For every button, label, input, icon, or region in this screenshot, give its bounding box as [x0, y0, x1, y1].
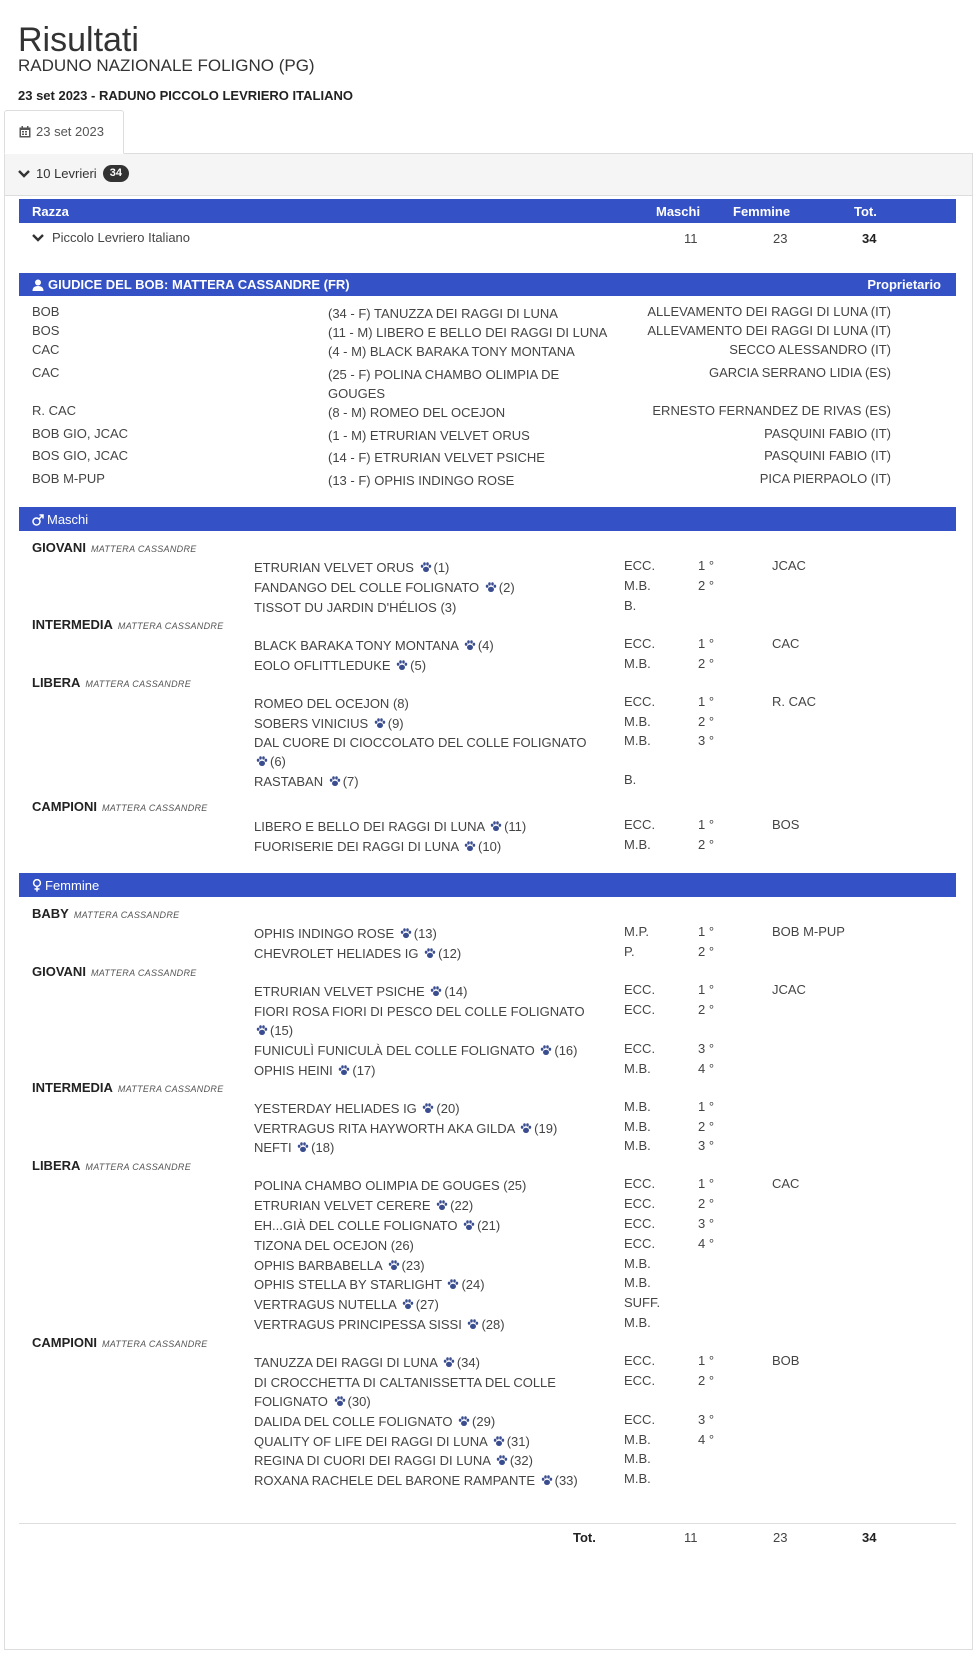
dog-entry[interactable] — [254, 1432, 599, 1451]
dog-name[interactable]: ETRURIAN VELVET CERERE — [254, 1198, 435, 1213]
dog-name[interactable]: YESTERDAY HELIADES IG — [254, 1101, 421, 1116]
dog-name[interactable]: POLINA CHAMBO OLIMPIA DE GOUGES — [254, 1178, 504, 1193]
dog-entry[interactable] — [254, 1002, 599, 1040]
dog-entry[interactable] — [254, 1353, 599, 1372]
col-razza: Razza — [32, 204, 69, 219]
placement: 2 ° — [698, 1119, 715, 1134]
catalog-number: (12) — [438, 946, 462, 961]
dog-entry[interactable] — [254, 1196, 599, 1215]
qualification: M.B. — [624, 837, 651, 852]
paw-icon[interactable] — [467, 1316, 479, 1328]
group-label: 10 Levrieri — [36, 166, 97, 181]
catalog-number: (30) — [347, 1394, 371, 1409]
dog-entry[interactable] — [254, 817, 599, 836]
males-title: Maschi — [47, 512, 89, 527]
qualification: B. — [624, 598, 637, 613]
dog-name[interactable]: DI CROCCHETTA DI CALTANISSETTA DEL COLLE FOLIGNATO — [254, 1375, 556, 1409]
bob-dog: (4 - M) BLACK BARAKA TONY MONTANA — [328, 344, 575, 359]
bob-dog: (34 - F) TANUZZA DEI RAGGI DI LUNA — [328, 306, 558, 321]
paw-icon[interactable] — [541, 1472, 553, 1484]
award: JCAC — [772, 982, 806, 997]
totals-femmine: 23 — [773, 1530, 788, 1545]
tab-date[interactable] — [4, 110, 124, 154]
dog-entry[interactable] — [254, 636, 599, 655]
catalog-number: (10) — [478, 839, 502, 854]
dog-name[interactable]: FANDANGO DEL COLLE FOLIGNATO — [254, 580, 483, 595]
class-heading — [32, 1335, 208, 1350]
paw-icon[interactable] — [464, 838, 476, 850]
dog-entry[interactable] — [254, 598, 599, 617]
user-icon — [32, 279, 44, 291]
dog-entry[interactable] — [254, 578, 599, 597]
paw-icon[interactable] — [329, 773, 341, 785]
col-tot: Tot. — [854, 204, 877, 219]
dog-name[interactable]: VERTRAGUS NUTELLA — [254, 1297, 400, 1312]
class-name: CAMPIONI — [32, 1335, 97, 1350]
group-toggle[interactable] — [18, 165, 129, 182]
class-heading — [32, 617, 224, 632]
dog-entry[interactable] — [254, 1471, 599, 1490]
catalog-number: (29) — [472, 1414, 496, 1429]
breed-name: Piccolo Levriero Italiano — [52, 230, 191, 245]
catalog-number: (20) — [436, 1101, 460, 1116]
catalog-number: (3) — [440, 600, 457, 615]
tab-date-label: 23 set 2023 — [36, 124, 104, 139]
class-name: BABY — [32, 906, 69, 921]
qualification: M.B. — [624, 1119, 651, 1134]
bob-owner: ALLEVAMENTO DEI RAGGI DI LUNA (IT) — [647, 323, 891, 338]
award: BOS — [772, 817, 800, 832]
dog-entry[interactable] — [254, 694, 599, 713]
dog-name[interactable]: ETRURIAN VELVET ORUS — [254, 560, 418, 575]
catalog-number: (7) — [342, 774, 359, 789]
qualification: ECC. — [624, 817, 656, 832]
dog-name[interactable]: EH...GIÀ DEL COLLE FOLIGNATO — [254, 1218, 462, 1233]
catalog-number: (18) — [311, 1140, 335, 1155]
paw-icon[interactable] — [443, 1354, 455, 1366]
dog-entry[interactable] — [254, 837, 599, 856]
class-judge: MATTERA CASSANDRE — [117, 621, 224, 631]
paw-icon[interactable] — [447, 1276, 459, 1288]
dog-name[interactable]: EOLO OFLITTLEDUKE — [254, 658, 395, 673]
dog-entry[interactable] — [254, 1275, 599, 1294]
qualification: M.B. — [624, 1256, 651, 1271]
placement: 1 ° — [698, 1099, 715, 1114]
dog-entry[interactable] — [254, 1216, 599, 1235]
class-heading — [32, 799, 208, 814]
breed-tot: 34 — [862, 231, 877, 246]
placement: 1 ° — [698, 817, 715, 832]
bob-owner: PICA PIERPAOLO (IT) — [759, 471, 891, 486]
placement: 4 ° — [698, 1236, 715, 1251]
placement: 2 ° — [698, 837, 715, 852]
dog-entry[interactable] — [254, 1451, 599, 1470]
qualification: M.B. — [624, 1275, 651, 1290]
bob-award: BOS — [32, 323, 60, 338]
dog-entry[interactable] — [254, 1061, 599, 1080]
qualification: SUFF. — [624, 1295, 661, 1310]
dog-name[interactable]: NEFTI — [254, 1140, 296, 1155]
placement: 2 ° — [698, 656, 715, 671]
group-count-badge: 34 — [103, 165, 129, 182]
qualification: B. — [624, 772, 637, 787]
paw-icon[interactable] — [485, 579, 497, 591]
paw-icon[interactable] — [374, 715, 386, 727]
col-femmine: Femmine — [733, 204, 791, 219]
dog-name[interactable]: VERTRAGUS PRINCIPESSA SISSI — [254, 1317, 466, 1332]
placement: 2 ° — [698, 714, 715, 729]
males-header — [19, 507, 956, 531]
class-judge: MATTERA CASSANDRE — [102, 1339, 208, 1349]
placement: 1 ° — [698, 1353, 715, 1368]
catalog-number: (34) — [456, 1355, 480, 1370]
dog-entry[interactable] — [254, 558, 599, 577]
qualification: ECC. — [624, 1373, 656, 1388]
dog-entry[interactable] — [254, 1176, 599, 1195]
qualification: ECC. — [624, 1196, 656, 1211]
award: BOB — [772, 1353, 800, 1368]
paw-icon[interactable] — [540, 1042, 552, 1054]
dog-name[interactable]: ETRURIAN VELVET PSICHE — [254, 984, 429, 999]
dog-entry[interactable] — [254, 656, 599, 675]
paw-icon[interactable] — [334, 1393, 346, 1405]
dog-entry[interactable] — [254, 1256, 599, 1275]
qualification: M.B. — [624, 1138, 651, 1153]
group-header[interactable] — [5, 154, 972, 196]
calendar-icon — [19, 126, 31, 138]
class-name: LIBERA — [32, 675, 81, 690]
placement: 2 ° — [698, 944, 715, 959]
qualification: ECC. — [624, 1216, 656, 1231]
bob-dog: (11 - M) LIBERO E BELLO DEI RAGGI DI LUNA — [328, 325, 608, 340]
paw-icon[interactable] — [338, 1062, 350, 1074]
catalog-number: (33) — [554, 1473, 578, 1488]
paw-icon[interactable] — [256, 1022, 268, 1034]
class-name: CAMPIONI — [32, 799, 97, 814]
paw-icon[interactable] — [256, 753, 268, 765]
bob-owner: GARCIA SERRANO LIDIA (ES) — [708, 365, 891, 380]
bob-award: BOB M-PUP — [32, 471, 105, 486]
dog-name[interactable]: TIZONA DEL OCEJON — [254, 1238, 391, 1253]
paw-icon[interactable] — [493, 1433, 505, 1445]
catalog-number: (16) — [554, 1043, 578, 1058]
catalog-number: (2) — [498, 580, 515, 595]
dog-entry[interactable] — [254, 1236, 599, 1255]
bob-award: BOS GIO, JCAC — [32, 448, 129, 463]
bob-dog: (1 - M) ETRURIAN VELVET ORUS — [328, 428, 530, 443]
dog-entry[interactable] — [254, 1099, 599, 1118]
class-judge: MATTERA CASSANDRE — [102, 803, 208, 813]
class-heading — [32, 675, 191, 690]
class-heading — [32, 1158, 191, 1173]
catalog-number: (15) — [270, 1023, 294, 1038]
bob-owner: PASQUINI FABIO (IT) — [764, 426, 891, 441]
dog-name[interactable]: REGINA DI CUORI DEI RAGGI DI LUNA — [254, 1453, 494, 1468]
placement: 1 ° — [698, 636, 715, 651]
dog-name[interactable]: VERTRAGUS RITA HAYWORTH AKA GILDA — [254, 1121, 519, 1136]
catalog-number: (19) — [534, 1121, 558, 1136]
bob-judge-label: GIUDICE DEL BOB: MATTERA CASSANDRE (FR) — [48, 277, 350, 292]
catalog-number: (8) — [392, 696, 409, 711]
qualification: M.B. — [624, 1451, 651, 1466]
bob-owner: SECCO ALESSANDRO (IT) — [729, 342, 891, 357]
bob-award: R. CAC — [32, 403, 77, 418]
females-title: Femmine — [45, 878, 100, 893]
females-header-label — [32, 878, 99, 893]
qualification: ECC. — [624, 982, 656, 997]
dog-name[interactable]: TISSOT DU JARDIN D'HÉLIOS — [254, 600, 441, 615]
totals-divider — [19, 1523, 956, 1524]
placement: 3 ° — [698, 733, 715, 748]
dog-name[interactable]: QUALITY OF LIFE DEI RAGGI DI LUNA — [254, 1434, 491, 1449]
owner-header: Proprietario — [867, 277, 941, 292]
qualification: ECC. — [624, 1002, 656, 1017]
class-heading — [32, 540, 197, 555]
females-header — [19, 873, 956, 897]
dog-name[interactable]: SOBERS VINICIUS — [254, 716, 372, 731]
totals-label: Tot. — [573, 1530, 596, 1545]
dog-entry[interactable] — [254, 944, 599, 963]
breeds-table-header — [19, 199, 956, 223]
catalog-number: (27) — [415, 1297, 439, 1312]
event-date: 23 set 2023 — [18, 88, 88, 103]
chevron-down-icon — [18, 169, 30, 179]
bob-award: CAC — [32, 365, 60, 380]
paw-icon[interactable] — [436, 1197, 448, 1209]
qualification: M.B. — [624, 1315, 651, 1330]
bob-dog: (8 - M) ROMEO DEL OCEJON — [328, 405, 506, 420]
catalog-number: (25) — [503, 1178, 527, 1193]
placement: 1 ° — [698, 1176, 715, 1191]
dog-entry[interactable] — [254, 714, 599, 733]
qualification: ECC. — [624, 558, 656, 573]
catalog-number: (28) — [481, 1317, 505, 1332]
catalog-number: (9) — [387, 716, 404, 731]
breed-maschi: 11 — [684, 231, 698, 246]
qualification: M.B. — [624, 1061, 651, 1076]
class-name: LIBERA — [32, 1158, 81, 1173]
male-icon — [32, 514, 44, 526]
placement: 2 ° — [698, 1373, 715, 1388]
qualification: M.B. — [624, 656, 651, 671]
paw-icon[interactable] — [496, 1452, 508, 1464]
paw-icon[interactable] — [430, 983, 442, 995]
dog-name[interactable]: CHEVROLET HELIADES IG — [254, 946, 423, 961]
placement: 2 ° — [698, 1002, 715, 1017]
dog-name[interactable]: ROXANA RACHELE DEL BARONE RAMPANTE — [254, 1473, 539, 1488]
paw-icon[interactable] — [458, 1413, 470, 1425]
female-icon — [32, 879, 42, 892]
bob-judge — [32, 277, 350, 292]
paw-icon[interactable] — [388, 1257, 400, 1269]
qualification: ECC. — [624, 1176, 656, 1191]
catalog-number: (6) — [270, 754, 286, 769]
dog-entry[interactable] — [254, 1041, 599, 1060]
dog-name[interactable]: OPHIS INDINGO ROSE — [254, 926, 398, 941]
qualification: M.B. — [624, 1432, 651, 1447]
qualification: ECC. — [624, 1353, 656, 1368]
placement: 1 ° — [698, 982, 715, 997]
qualification: M.P. — [624, 924, 650, 939]
dog-entry[interactable] — [254, 1295, 599, 1314]
qualification: M.B. — [624, 714, 651, 729]
males-header-label — [32, 512, 88, 527]
placement: 4 ° — [698, 1432, 715, 1447]
dog-name[interactable]: BLACK BARAKA TONY MONTANA — [254, 638, 462, 653]
dog-entry[interactable] — [254, 1119, 599, 1138]
dog-name[interactable]: TANUZZA DEI RAGGI DI LUNA — [254, 1355, 441, 1370]
dog-name[interactable]: OPHIS STELLA BY STARLIGHT — [254, 1277, 446, 1292]
bob-award: CAC — [32, 342, 60, 357]
page-title: Risultati — [18, 20, 139, 59]
catalog-number: (23) — [401, 1258, 425, 1273]
paw-icon[interactable] — [396, 657, 408, 669]
totals-tot: 34 — [862, 1530, 877, 1545]
dog-name[interactable]: ROMEO DEL OCEJON — [254, 696, 393, 711]
qualification: M.B. — [624, 1471, 651, 1486]
dog-name[interactable]: DAL CUORE DI CIOCCOLATO DEL COLLE FOLIGNATO — [254, 735, 587, 750]
placement: 3 ° — [698, 1138, 715, 1153]
award: CAC — [772, 1176, 800, 1191]
placement: 1 ° — [698, 558, 715, 573]
placement: 3 ° — [698, 1216, 715, 1231]
paw-icon[interactable] — [490, 818, 502, 830]
bob-header — [19, 273, 956, 296]
paw-icon[interactable] — [520, 1120, 532, 1132]
class-judge: MATTERA CASSANDRE — [85, 679, 192, 689]
catalog-number: (22) — [450, 1198, 474, 1213]
bob-award: BOB GIO, JCAC — [32, 426, 129, 441]
breed-row-toggle[interactable] — [32, 230, 190, 245]
dog-entry[interactable] — [254, 1138, 599, 1157]
paw-icon[interactable] — [463, 1217, 475, 1229]
bob-owner: ALLEVAMENTO DEI RAGGI DI LUNA (IT) — [647, 304, 891, 319]
dog-name[interactable]: FUORISERIE DEI RAGGI DI LUNA — [254, 839, 463, 854]
catalog-number: (5) — [410, 658, 427, 673]
paw-icon[interactable] — [422, 1100, 434, 1112]
qualification: M.B. — [624, 733, 651, 748]
qualification: ECC. — [624, 1041, 656, 1056]
class-name: INTERMEDIA — [32, 617, 113, 632]
catalog-number: (1) — [433, 560, 450, 575]
paw-icon[interactable] — [400, 925, 412, 937]
bob-owner: ERNESTO FERNANDEZ DE RIVAS (ES) — [652, 403, 891, 418]
totals-maschi: 11 — [684, 1530, 698, 1545]
dog-entry[interactable] — [254, 1412, 599, 1431]
dog-name[interactable]: OPHIS HEINI — [254, 1063, 337, 1078]
paw-icon[interactable] — [420, 559, 432, 571]
paw-icon[interactable] — [424, 945, 436, 957]
class-judge: MATTERA CASSANDRE — [90, 968, 197, 978]
dog-name[interactable]: RASTABAN — [254, 774, 327, 789]
dog-name[interactable]: OPHIS BARBABELLA — [254, 1258, 386, 1273]
qualification: ECC. — [624, 1412, 656, 1427]
catalog-number: (13) — [413, 926, 437, 941]
qualification: ECC. — [624, 694, 656, 709]
paw-icon[interactable] — [297, 1139, 309, 1151]
qualification: M.B. — [624, 1099, 651, 1114]
chevron-down-icon — [32, 233, 44, 243]
class-judge: MATTERA CASSANDRE — [117, 1084, 224, 1094]
class-name: INTERMEDIA — [32, 1080, 113, 1095]
dog-name[interactable]: DALIDA DEL COLLE FOLIGNATO — [254, 1414, 457, 1429]
breed-femmine: 23 — [773, 231, 788, 246]
class-judge: MATTERA CASSANDRE — [90, 544, 197, 554]
catalog-number: (32) — [509, 1453, 533, 1468]
class-name: GIOVANI — [32, 540, 86, 555]
catalog-number: (26) — [390, 1238, 414, 1253]
bob-dog: (25 - F) POLINA CHAMBO OLIMPIA DE GOUGES — [328, 367, 560, 401]
placement: 1 ° — [698, 924, 715, 939]
bob-dog: (14 - F) ETRURIAN VELVET PSICHE — [328, 450, 545, 465]
class-heading — [32, 964, 197, 979]
catalog-number: (21) — [477, 1218, 501, 1233]
catalog-number: (17) — [352, 1063, 376, 1078]
dog-name[interactable]: LIBERO E BELLO DEI RAGGI DI LUNA — [254, 819, 489, 834]
class-judge: MATTERA CASSANDRE — [73, 910, 180, 920]
dog-entry[interactable] — [254, 1373, 599, 1411]
event-subtitle: 23 set 2023 - RADUNO PICCOLO LEVRIERO ITALIANO — [18, 88, 353, 103]
placement: 2 ° — [698, 1196, 715, 1211]
award: R. CAC — [772, 694, 817, 709]
award: CAC — [772, 636, 800, 651]
paw-icon[interactable] — [402, 1296, 414, 1308]
placement: 3 ° — [698, 1041, 715, 1056]
event-name: RADUNO NAZIONALE FOLIGNO (PG) — [18, 56, 315, 75]
bob-dog: (13 - F) OPHIS INDINGO ROSE — [328, 473, 515, 488]
qualification: ECC. — [624, 636, 656, 651]
placement: 2 ° — [698, 578, 715, 593]
col-maschi: Maschi — [656, 204, 701, 219]
class-name: GIOVANI — [32, 964, 86, 979]
dog-name[interactable]: FIORI ROSA FIORI DI PESCO DEL COLLE FOLIGNATO — [254, 1004, 585, 1019]
qualification: P. — [624, 944, 635, 959]
placement: 4 ° — [698, 1061, 715, 1076]
bob-owner: PASQUINI FABIO (IT) — [764, 448, 891, 463]
catalog-number: (24) — [461, 1277, 485, 1292]
class-heading — [32, 1080, 224, 1095]
class-heading — [32, 906, 179, 921]
dog-entry[interactable] — [254, 1315, 599, 1334]
placement: 1 ° — [698, 694, 715, 709]
catalog-number: (4) — [477, 638, 494, 653]
dog-entry[interactable] — [254, 982, 599, 1001]
award: BOB M-PUP — [772, 924, 845, 939]
paw-icon[interactable] — [464, 637, 476, 649]
dog-entry[interactable] — [254, 924, 599, 943]
placement: 3 ° — [698, 1412, 715, 1427]
class-judge: MATTERA CASSANDRE — [85, 1162, 192, 1172]
bob-award: BOB — [32, 304, 60, 319]
dog-entry[interactable] — [254, 733, 599, 771]
dog-name[interactable]: FUNICULÌ FUNICULÀ DEL COLLE FOLIGNATO — [254, 1043, 539, 1058]
award: JCAC — [772, 558, 806, 573]
catalog-number: (14) — [444, 984, 468, 999]
qualification: M.B. — [624, 578, 651, 593]
qualification: ECC. — [624, 1236, 656, 1251]
dog-entry[interactable] — [254, 772, 599, 791]
event-subtitle-text: RADUNO PICCOLO LEVRIERO ITALIANO — [98, 88, 353, 103]
catalog-number: (31) — [506, 1434, 530, 1449]
catalog-number: (11) — [504, 819, 527, 834]
